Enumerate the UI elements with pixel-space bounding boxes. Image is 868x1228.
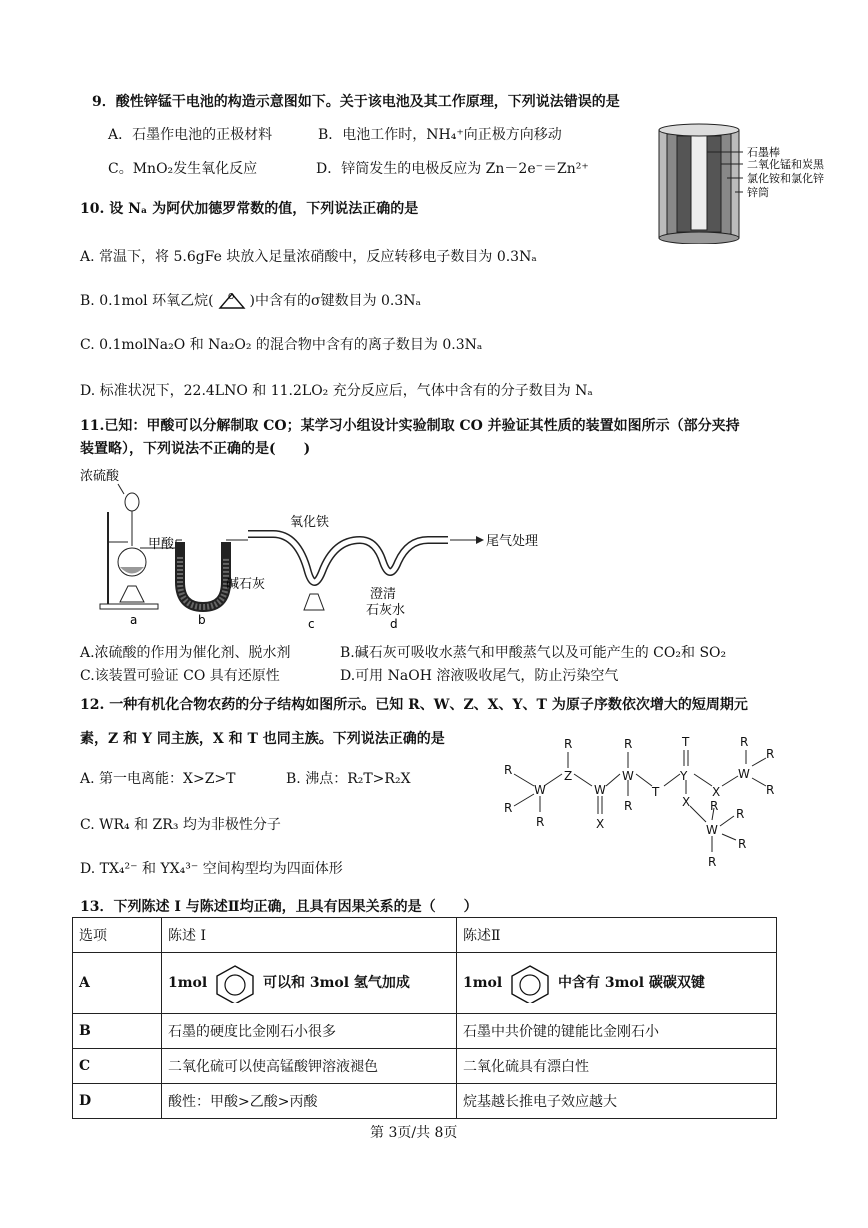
- mol-label: 1mol: [168, 975, 208, 991]
- svg-text:Y: Y: [680, 769, 688, 783]
- row-statement-1: [162, 953, 457, 1014]
- svg-text:T: T: [682, 735, 690, 749]
- header-statement-1: 陈述 I: [162, 918, 457, 953]
- svg-text:R: R: [504, 763, 513, 777]
- molecule-structure-diagram: [500, 730, 790, 870]
- label-limewater-1: 澄清: [370, 587, 397, 602]
- row-statement-2: 石墨中共价键的键能比金刚石小: [457, 1014, 777, 1049]
- row-statement-2: 烷基越长推电子效应越大: [457, 1084, 777, 1119]
- row-option: A: [73, 953, 162, 1014]
- svg-text:T: T: [652, 785, 660, 799]
- svg-text:R: R: [624, 799, 633, 813]
- q10-option-c: C. 0.1molNa₂O 和 Na₂O₂ 的混合物中含有的离子数目为 0.3Nₐ: [80, 337, 483, 353]
- q12-option-d: D. TX₄²⁻ 和 YX₄³⁻ 空间构型均为四面体形: [80, 861, 343, 877]
- svg-text:R: R: [710, 799, 719, 813]
- label-graphite-rod: 石墨棒: [747, 146, 780, 159]
- q13-stem: 13．下列陈述 I 与陈述Ⅱ均正确，且具有因果关系的是（ ）: [80, 899, 478, 915]
- epoxide-ring-icon: [214, 290, 250, 312]
- q10-option-d: D. 标准状况下，22.4LNO 和 11.2LO₂ 充分反应后，气体中含有的分子数目为 Nₐ: [80, 383, 593, 399]
- label-mno2-carbon: 二氧化锰和炭黑: [747, 158, 824, 171]
- svg-text:R: R: [624, 737, 633, 751]
- apparatus-diagram: [78, 462, 558, 632]
- svg-text:O: O: [227, 292, 234, 301]
- q9-option-c: C。MnO₂发生氧化反应: [108, 161, 258, 177]
- label-a: a: [130, 613, 138, 627]
- table-row: [73, 1049, 777, 1084]
- row-option: C: [73, 1049, 162, 1084]
- row-statement-2: [457, 953, 777, 1014]
- q12-option-b: B. 沸点：R₂T>R₂X: [286, 771, 411, 787]
- benzene-ring-icon: [507, 963, 553, 1003]
- q11-stem-line1: 11.已知：甲酸可以分解制取 CO；某学习小组设计实验制取 CO 并验证其性质的装置如图所示（部分夹持: [80, 418, 740, 434]
- label-formic-acid: 甲酸: [148, 537, 175, 552]
- row-statement-1: 二氧化硫可以使高锰酸钾溶液褪色: [162, 1049, 457, 1084]
- q10-b-pre: B. 0.1mol 环氧乙烷(: [80, 293, 214, 309]
- label-zinc-can: 锌筒: [747, 186, 769, 199]
- label-iron-oxide: 氧化铁: [290, 515, 330, 530]
- label-limewater-2: 石灰水: [366, 603, 406, 618]
- row-statement-1: 酸性：甲酸>乙酸>丙酸: [162, 1084, 457, 1119]
- svg-text:W: W: [594, 783, 606, 797]
- battery-diagram: [655, 118, 835, 244]
- svg-text:R: R: [740, 735, 749, 749]
- label-nh4cl-zncl2: 氯化铵和氯化锌: [747, 172, 824, 185]
- q10-option-b: [80, 290, 421, 312]
- q10-b-post: )中含有的σ键数目为 0.3Nₐ: [249, 293, 421, 309]
- table-row: [73, 953, 777, 1014]
- benzene-ring-icon: [212, 963, 258, 1003]
- table-header-row: [73, 918, 777, 953]
- q11-option-a: A.浓硫酸的作用为催化剂、脱水剂: [80, 645, 291, 661]
- q11-option-b: B.碱石灰可吸收水蒸气和甲酸蒸气以及可能产生的 CO₂和 SO₂: [340, 645, 727, 661]
- svg-text:R: R: [766, 747, 775, 761]
- svg-text:X: X: [682, 795, 691, 809]
- mol-label: 1mol: [463, 975, 503, 991]
- svg-text:W: W: [706, 823, 718, 837]
- row-option: B: [73, 1014, 162, 1049]
- label-c: c: [308, 617, 315, 631]
- q10-option-a: A. 常温下，将 5.6gFe 块放入足量浓硝酸中，反应转移电子数目为 0.3Nₐ: [80, 249, 537, 265]
- q9-option-a: A．石墨作电池的正极材料: [108, 127, 273, 143]
- statement-text: 中含有 3mol 碳碳双键: [557, 975, 705, 991]
- svg-text:Z: Z: [564, 769, 573, 783]
- svg-text:W: W: [534, 783, 546, 797]
- svg-text:W: W: [622, 769, 634, 783]
- statement-text: 可以和 3mol 氢气加成: [262, 975, 410, 991]
- svg-text:R: R: [736, 807, 745, 821]
- q10-stem: 10. 设 Nₐ 为阿伏加德罗常数的值，下列说法正确的是: [80, 201, 419, 217]
- label-soda-lime: 碱石灰: [226, 577, 266, 592]
- page-footer: 第 3页/共 8页: [370, 1125, 458, 1141]
- table-row: [73, 1084, 777, 1119]
- q12-option-a: A. 第一电离能：X>Z>T: [80, 771, 236, 787]
- header-option: 选项: [73, 918, 162, 953]
- q12-stem-line1: 12. 一种有机化合物农药的分子结构如图所示。已知 R、W、Z、X、Y、T 为原子序数依次增大的短周期元: [80, 697, 748, 713]
- label-conc-sulfuric-acid: 浓硫酸: [80, 469, 120, 484]
- label-tail-gas: 尾气处理: [486, 534, 539, 549]
- svg-text:R: R: [536, 815, 545, 829]
- q11-stem-line2: 装置略），下列说法不正确的是( ): [80, 441, 311, 457]
- svg-text:R: R: [738, 837, 747, 851]
- svg-text:W: W: [738, 767, 750, 781]
- svg-text:R: R: [504, 801, 513, 815]
- label-d: d: [390, 617, 398, 631]
- q12-option-c: C. WR₄ 和 ZR₃ 均为非极性分子: [80, 817, 281, 833]
- q11-option-d: D.可用 NaOH 溶液吸收尾气，防止污染空气: [340, 668, 619, 684]
- table-row: [73, 1014, 777, 1049]
- svg-text:X: X: [596, 817, 605, 831]
- svg-text:R: R: [564, 737, 573, 751]
- q9-stem: 9．酸性锌锰干电池的构造示意图如下。关于该电池及其工作原理，下列说法错误的是: [92, 94, 620, 110]
- row-option: D: [73, 1084, 162, 1119]
- row-statement-2: 二氧化硫具有漂白性: [457, 1049, 777, 1084]
- header-statement-2: 陈述Ⅱ: [457, 918, 777, 953]
- q9-option-d: D．锌筒发生的电极反应为 Zn－2e⁻＝Zn²⁺: [316, 161, 589, 177]
- label-b: b: [198, 613, 206, 627]
- svg-text:R: R: [766, 783, 775, 797]
- q13-table: [72, 917, 777, 1119]
- q12-stem-line2: 素，Z 和 Y 同主族，X 和 T 也同主族。下列说法正确的是: [80, 731, 445, 747]
- q11-option-c: C.该装置可验证 CO 具有还原性: [80, 668, 280, 684]
- svg-text:R: R: [708, 855, 717, 869]
- q9-option-b: B．电池工作时，NH₄⁺向正极方向移动: [318, 127, 562, 143]
- svg-text:X: X: [712, 785, 721, 799]
- row-statement-1: 石墨的硬度比金刚石小很多: [162, 1014, 457, 1049]
